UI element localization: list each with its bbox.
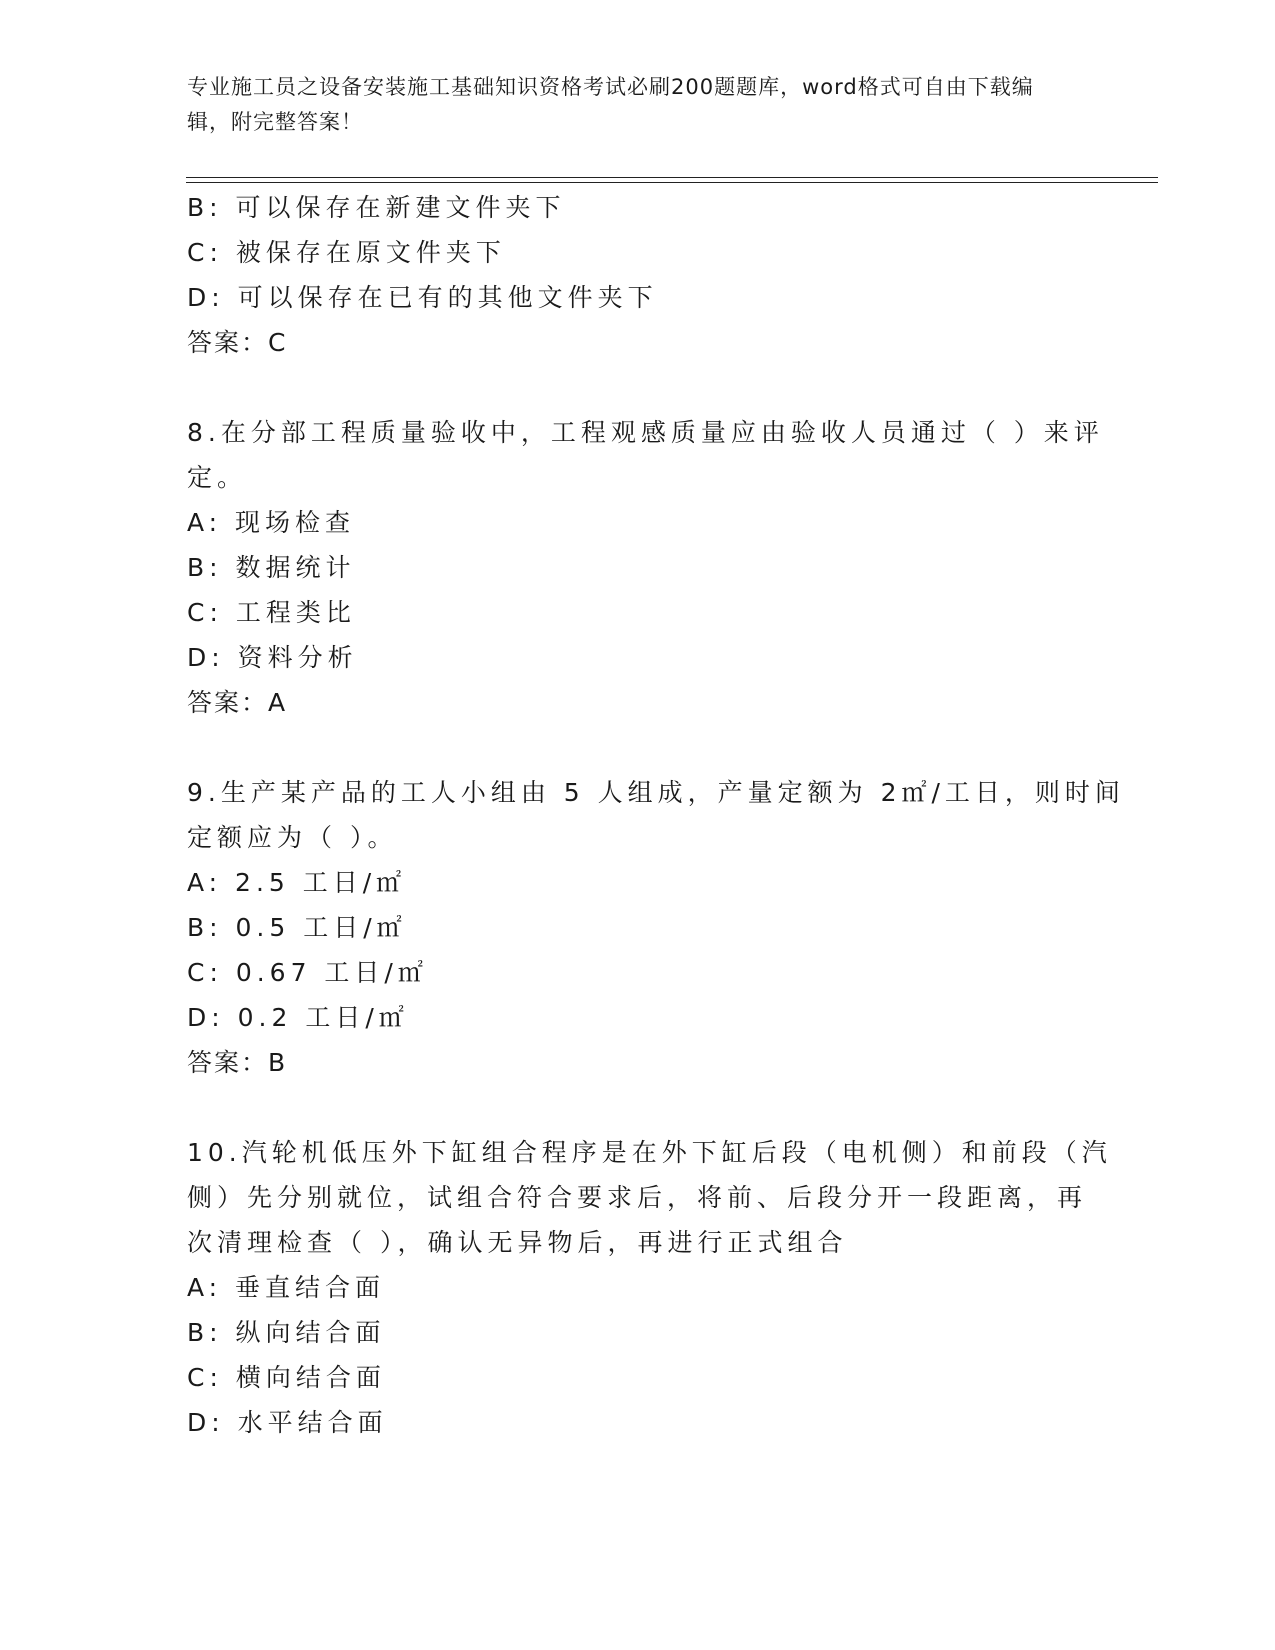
q10-stem-line3: 次清理检查（ ），确认无异物后，再进行正式组合 [187,1228,848,1257]
q9-stem-line1: 9.生产某产品的工人小组由 5 人组成，产量定额为 2㎡/工日，则时间 [187,778,1125,807]
q9-stem-line2: 定额应为（ ）。 [187,823,398,852]
q9-option-d: D: 0.2 工日/㎡ [187,1003,409,1032]
header-divider-bottom [186,182,1158,183]
q10-option-a: A: 垂直结合面 [187,1273,386,1302]
q10-option-b: B: 纵向结合面 [187,1318,386,1347]
header-divider-top [186,177,1158,178]
q10-option-c: C: 横向结合面 [187,1363,386,1392]
q7-option-d: D: 可以保存在已有的其他文件夹下 [187,283,658,312]
q8-answer: 答案：A [187,688,288,717]
q8-stem-line2: 定。 [187,463,248,492]
q10-stem-line2: 侧）先分别就位，试组合符合要求后，将前、后段分开一段距离，再 [187,1183,1088,1212]
q10-option-d: D: 水平结合面 [187,1408,388,1437]
q9-answer: 答案：B [187,1048,288,1077]
q8-stem-line1: 8.在分部工程质量验收中，工程观感质量应由验收人员通过（ ）来评 [187,418,1104,447]
q9-option-b: B: 0.5 工日/㎡ [187,913,407,942]
q10-stem-line1: 10.汽轮机低压外下缸组合程序是在外下缸后段（电机侧）和前段（汽 [187,1138,1112,1167]
q9-option-a: A: 2.5 工日/㎡ [187,868,407,897]
q8-option-b: B: 数据统计 [187,553,356,582]
q8-option-a: A: 现场检查 [187,508,356,537]
document-header: 专业施工员之设备安装施工基础知识资格考试必刷200题题库，word格式可自由下载编辑，附完整答案！ [187,75,1034,134]
q8-option-c: C: 工程类比 [187,598,356,627]
q8-option-d: D: 资料分析 [187,643,358,672]
q9-option-c: C: 0.67 工日/㎡ [187,958,428,987]
q7-option-b: B: 可以保存在新建文件夹下 [187,193,566,222]
q7-answer: 答案：C [187,328,288,357]
q7-option-c: C: 被保存在原文件夹下 [187,238,506,267]
